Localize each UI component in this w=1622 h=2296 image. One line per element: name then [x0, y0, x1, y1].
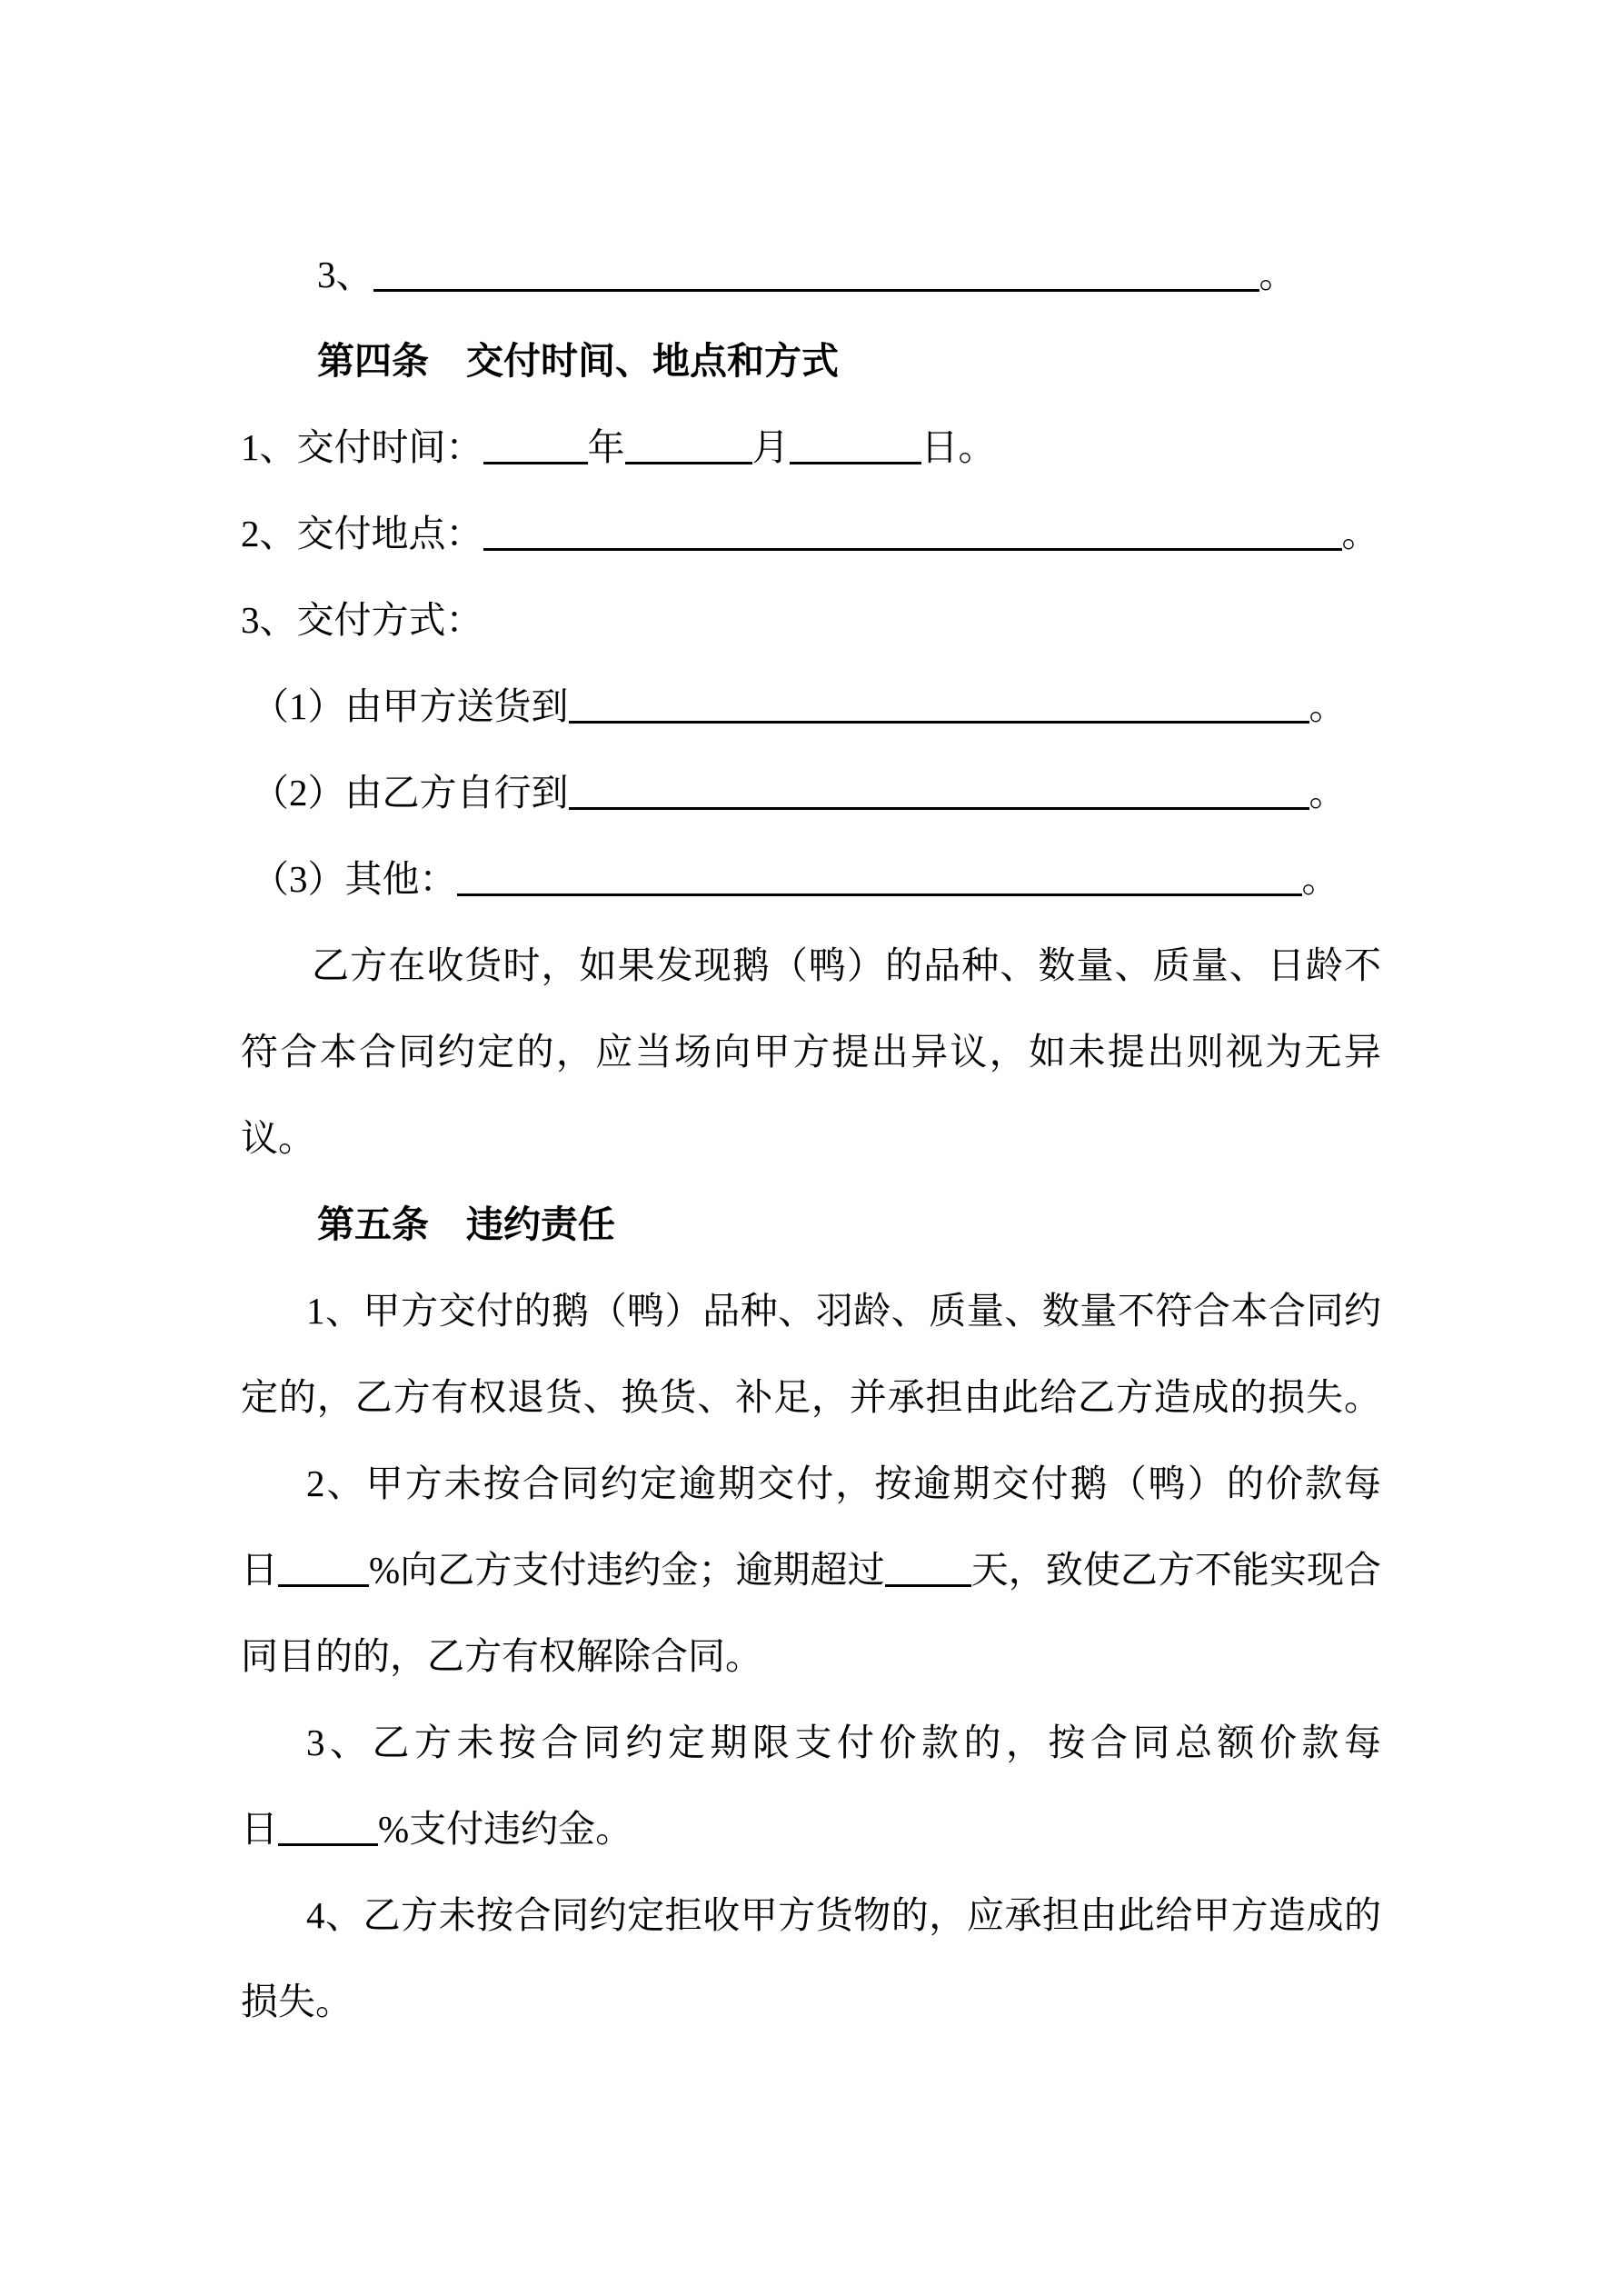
text-run: 4、乙方未按合同约定拒收甲方货物的，应承担由此给甲方造成的 [306, 1894, 1381, 1936]
text-run: 1、交付时间： [241, 426, 483, 468]
fill-in-blank [483, 544, 1342, 551]
text-run: 定的，乙方有权退货、换货、补足，并承担由此给乙方造成的损失。 [241, 1376, 1381, 1418]
fill-in-blank [457, 890, 1302, 896]
text-run: 议。 [241, 1117, 315, 1159]
text-run: 日 [241, 1549, 279, 1591]
breach-item-2-line-3 [241, 1613, 1381, 1700]
text-run: 。 [1259, 254, 1297, 295]
text-run: （1）由甲方送货到 [252, 685, 569, 727]
fill-in-blank [790, 458, 921, 464]
text-run: 同目的的，乙方有权解除合同。 [241, 1635, 762, 1677]
delivery-place-line [241, 491, 1381, 577]
text-run: 日。 [920, 426, 996, 468]
text-run: 天，致使乙方不能实现合 [970, 1549, 1382, 1591]
fill-in-blank [625, 458, 752, 464]
text-run: 第四条 交付时间、地点和方式 [317, 340, 839, 382]
breach-item-2-line-2 [241, 1527, 1381, 1613]
text-run: %向乙方支付违约金；逾期超过 [369, 1549, 885, 1591]
text-run: 第五条 违约责任 [317, 1203, 615, 1245]
fill-in-blank [569, 804, 1309, 810]
article-4-heading [317, 318, 1381, 404]
breach-item-2-line-1 [306, 1441, 1381, 1527]
text-run: （3）其他： [252, 858, 457, 900]
method-option-3 [252, 836, 1381, 923]
fill-in-blank [885, 1581, 971, 1587]
text-run: 2、甲方未按合同约定逾期交付，按逾期交付鹅（鸭）的价款每 [306, 1462, 1381, 1504]
text-run: （2）由乙方自行到 [252, 772, 569, 814]
fill-in-blank [278, 1840, 378, 1846]
method-option-2 [252, 750, 1381, 836]
text-run: 。 [1301, 858, 1339, 900]
method-option-1 [252, 664, 1381, 750]
fill-in-blank [483, 458, 588, 464]
inspection-paragraph-line-2 [241, 1009, 1381, 1095]
text-run: 乙方在收货时，如果发现鹅（鸭）的品种、数量、质量、日龄不 [312, 944, 1381, 986]
text-run: 3、交付方式： [241, 599, 483, 641]
delivery-method-line [241, 577, 1381, 664]
text-run: 2、交付地点： [241, 513, 483, 554]
text-run: 1、甲方交付的鹅（鸭）品种、羽龄、质量、数量不符合本合同约 [306, 1290, 1381, 1332]
text-run: 。 [1341, 513, 1379, 554]
breach-item-1-line-1 [306, 1268, 1381, 1354]
breach-item-1-line-2 [241, 1354, 1381, 1441]
delivery-time-line [241, 404, 1381, 491]
text-run: 3、乙方未按合同约定期限支付价款的，按合同总额价款每 [306, 1722, 1381, 1763]
breach-item-3-line-2 [241, 1786, 1381, 1872]
text-run: 月 [751, 426, 790, 468]
fill-in-blank [569, 717, 1309, 724]
breach-item-4-line-1 [306, 1872, 1381, 1959]
clause-3-blank-line [317, 232, 1381, 318]
text-run: 年 [587, 426, 625, 468]
text-run: 。 [1309, 685, 1347, 727]
text-run: 损失。 [241, 1981, 353, 2022]
fill-in-blank [373, 285, 1259, 292]
breach-item-3-line-1 [306, 1700, 1381, 1786]
text-run: 日 [241, 1808, 278, 1850]
text-run: 符合本合同约定的，应当场向甲方提出异议，如未提出则视为无异 [241, 1031, 1381, 1073]
article-5-heading [317, 1182, 1381, 1268]
text-run: 。 [1309, 772, 1347, 814]
breach-item-4-line-2 [241, 1959, 1381, 2045]
text-run: %支付违约金。 [378, 1808, 633, 1850]
inspection-paragraph-line-3 [241, 1095, 1381, 1182]
text-run: 3、 [317, 254, 373, 295]
inspection-paragraph-line-1 [312, 923, 1381, 1009]
fill-in-blank [278, 1581, 369, 1587]
